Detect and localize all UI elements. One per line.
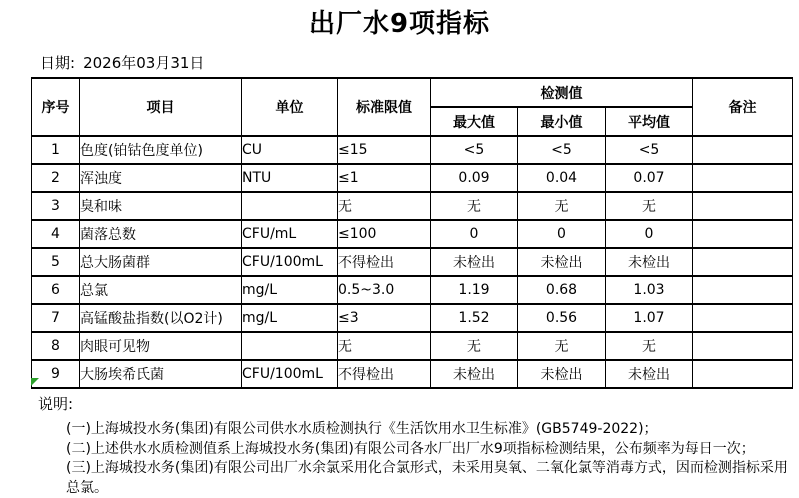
header-detect: 检测值	[431, 78, 693, 107]
item-cell: 高锰酸盐指数(以O2计)	[80, 304, 242, 332]
limit-cell: 不得检出	[338, 360, 431, 388]
table-row	[32, 332, 793, 360]
limit-cell: ≤100	[338, 220, 431, 248]
no-cell: 6	[32, 276, 80, 304]
header-avg: 平均值	[606, 107, 693, 136]
table-body	[32, 136, 793, 388]
notes	[66, 420, 799, 498]
avg-cell: 无	[606, 332, 693, 360]
max-cell: 未检出	[431, 248, 518, 276]
limit-cell: ≤15	[338, 136, 431, 164]
no-cell: 1	[32, 136, 80, 164]
avg-cell: <5	[606, 136, 693, 164]
no-cell: 3	[32, 192, 80, 220]
limit-cell: 无	[338, 332, 431, 360]
remark-cell	[693, 276, 793, 304]
limit-cell: 不得检出	[338, 248, 431, 276]
unit-cell: CU	[242, 136, 338, 164]
report-date	[40, 52, 204, 73]
max-cell: 1.19	[431, 276, 518, 304]
note-line: (二)上述供水水质检测值系上海城投水务(集团)有限公司各水厂出厂水9项指标检测结果，公布频率为每日一次；	[66, 440, 755, 457]
item-cell: 总氯	[80, 276, 242, 304]
max-cell: 未检出	[431, 360, 518, 388]
no-cell: 8	[32, 332, 80, 360]
min-cell: 无	[518, 192, 606, 220]
note-line: (三)上海城投水务(集团)有限公司出厂水余氯采用化合氯形式，未采用臭氧、二氧化氯等消毒方式，因而检测指标采用总氯。	[66, 460, 788, 496]
avg-cell: 0	[606, 220, 693, 248]
no-cell: 4	[32, 220, 80, 248]
item-cell: 浑浊度	[80, 164, 242, 192]
no-cell: 9	[32, 360, 80, 388]
header-limit: 标准限值	[338, 78, 431, 136]
unit-cell: CFU/mL	[242, 220, 338, 248]
remark-cell	[693, 304, 793, 332]
notes-heading: 说明:	[38, 395, 74, 413]
remark-cell	[693, 136, 793, 164]
table-row	[32, 276, 793, 304]
limit-cell: 0.5~3.0	[338, 276, 431, 304]
item-cell: 色度(铂钴色度单位)	[80, 136, 242, 164]
unit-cell: NTU	[242, 164, 338, 192]
item-cell: 菌落总数	[80, 220, 242, 248]
table-header	[32, 78, 793, 136]
table-row	[32, 220, 793, 248]
table-row	[32, 164, 793, 192]
avg-cell: 未检出	[606, 360, 693, 388]
unit-cell: mg/L	[242, 304, 338, 332]
date-label: 日期:	[40, 54, 76, 72]
avg-cell: 无	[606, 192, 693, 220]
no-cell: 5	[32, 248, 80, 276]
max-cell: 0.09	[431, 164, 518, 192]
header-max: 最大值	[431, 107, 518, 136]
avg-cell: 未检出	[606, 248, 693, 276]
table-row	[32, 248, 793, 276]
cell-corner-marker	[31, 378, 39, 386]
max-cell: 无	[431, 192, 518, 220]
remark-cell	[693, 220, 793, 248]
note-line: (一)上海城投水务(集团)有限公司供水水质检测执行《生活饮用水卫生标准》(GB5749-2022)；	[66, 421, 658, 437]
unit-cell: CFU/100mL	[242, 248, 338, 276]
remark-cell	[693, 164, 793, 192]
avg-cell: 0.07	[606, 164, 693, 192]
remark-cell	[693, 192, 793, 220]
page-title: 出厂水9项指标	[308, 9, 491, 39]
unit-cell	[242, 332, 338, 360]
item-cell: 总大肠菌群	[80, 248, 242, 276]
table-row	[32, 136, 793, 164]
header-item: 项目	[80, 78, 242, 136]
avg-cell: 1.07	[606, 304, 693, 332]
limit-cell: 无	[338, 192, 431, 220]
header-min: 最小值	[518, 107, 606, 136]
avg-cell: 1.03	[606, 276, 693, 304]
water-quality-table	[31, 77, 793, 389]
limit-cell: ≤1	[338, 164, 431, 192]
min-cell: 0.68	[518, 276, 606, 304]
limit-cell: ≤3	[338, 304, 431, 332]
table-row	[32, 192, 793, 220]
unit-cell: CFU/100mL	[242, 360, 338, 388]
remark-cell	[693, 360, 793, 388]
min-cell: 无	[518, 332, 606, 360]
unit-cell: mg/L	[242, 276, 338, 304]
min-cell: 0.56	[518, 304, 606, 332]
min-cell: 未检出	[518, 248, 606, 276]
header-remark: 备注	[693, 78, 793, 136]
item-cell: 大肠埃希氏菌	[80, 360, 242, 388]
table-row	[32, 360, 793, 388]
remark-cell	[693, 248, 793, 276]
max-cell: <5	[431, 136, 518, 164]
header-unit: 单位	[242, 78, 338, 136]
remark-cell	[693, 332, 793, 360]
max-cell: 0	[431, 220, 518, 248]
max-cell: 1.52	[431, 304, 518, 332]
min-cell: <5	[518, 136, 606, 164]
min-cell: 未检出	[518, 360, 606, 388]
date-value: 2026年03月31日	[83, 54, 205, 72]
no-cell: 2	[32, 164, 80, 192]
unit-cell	[242, 192, 338, 220]
no-cell: 7	[32, 304, 80, 332]
min-cell: 0	[518, 220, 606, 248]
table-row	[32, 304, 793, 332]
min-cell: 0.04	[518, 164, 606, 192]
item-cell: 臭和味	[80, 192, 242, 220]
max-cell: 无	[431, 332, 518, 360]
item-cell: 肉眼可见物	[80, 332, 242, 360]
header-no: 序号	[32, 78, 80, 136]
